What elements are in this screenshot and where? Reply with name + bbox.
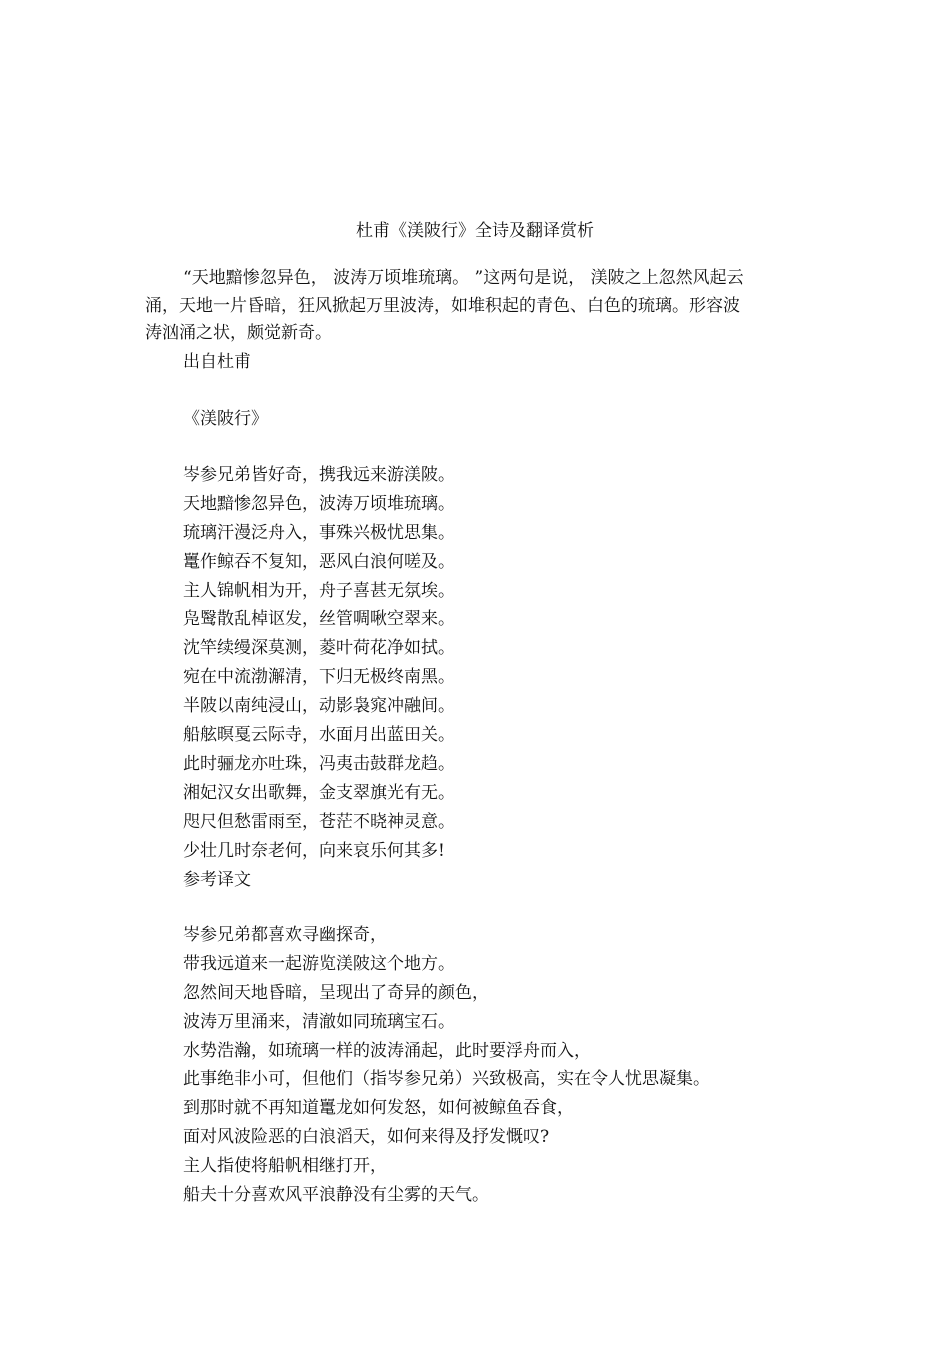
translation-line: 带我远道来一起游览渼陂这个地方。 (183, 953, 455, 974)
translation-line: 忽然间天地昏暗，呈现出了奇异的颜色， (183, 982, 489, 1003)
poem-line: 咫尺但愁雷雨至，苍茫不晓神灵意。 (183, 811, 455, 832)
poem-line: 此时骊龙亦吐珠，冯夷击鼓群龙趋。 (183, 753, 455, 774)
poem-lines (183, 461, 455, 865)
translation-line: 此事绝非小可，但他们（指岑参兄弟）兴致极高，实在令人忧思凝集。 (183, 1069, 710, 1090)
translation-label: 参考译文 (183, 870, 251, 890)
translation-line: 主人指使将船帆相继打开， (183, 1156, 387, 1177)
intro-paragraph (145, 265, 805, 348)
poem-title: 《渼陂行》 (183, 409, 268, 429)
poem-line: 半陂以南纯浸山，动影袅窕冲融间。 (183, 696, 455, 717)
poem-line: 鼍作鲸吞不复知，恶风白浪何嗟及。 (183, 551, 455, 572)
intro-line: 涛汹涌之状，颇觉新奇。 (145, 323, 332, 343)
translation-line: 船夫十分喜欢风平浪静没有尘雾的天气。 (183, 1185, 489, 1206)
translation-line: 水势浩瀚，如琉璃一样的波涛涌起，此时要浮舟而入， (183, 1040, 591, 1061)
translation-line: 到那时就不再知道鼍龙如何发怒，如何被鲸鱼吞食， (183, 1098, 574, 1119)
translation-line: 波涛万里涌来，清澈如同琉璃宝石。 (183, 1011, 455, 1032)
poem-line: 宛在中流渤澥清，下归无极终南黑。 (183, 667, 455, 688)
poem-line: 船舷暝戛云际寺，水面月出蓝田关。 (183, 725, 455, 746)
source-label: 出自杜甫 (183, 352, 251, 372)
translation-line: 岑参兄弟都喜欢寻幽探奇， (183, 925, 387, 945)
translation-lines (183, 921, 710, 1210)
intro-line: 涌，天地一片昏暗，狂风掀起万里波涛，如堆积起的青色、白色的琉璃。形容波 (145, 295, 740, 316)
poem-line: 少壮几时奈老何，向来哀乐何其多! (183, 840, 445, 861)
translation-line: 面对风波险恶的白浪滔天，如何来得及抒发慨叹? (183, 1127, 550, 1148)
document-title: 杜甫《渼陂行》全诗及翻译赏析 (356, 221, 594, 241)
poem-line: 岑参兄弟皆好奇，携我远来游渼陂。 (183, 465, 455, 485)
poem-line: 琉璃汗漫泛舟入，事殊兴极忧思集。 (183, 522, 455, 543)
intro-line: “天地黯惨忽异色， 波涛万顷堆琉璃。 ”这两句是说， 渼陂之上忽然风起云 (183, 268, 744, 288)
poem-line: 沈竿续缦深莫测，菱叶荷花净如拭。 (183, 638, 455, 659)
poem-line: 凫鹥散乱棹讴发，丝管啁啾空翠来。 (183, 609, 455, 630)
poem-line: 湘妃汉女出歌舞，金支翠旗光有无。 (183, 782, 455, 803)
poem-line: 主人锦帆相为开，舟子喜甚无氛埃。 (183, 580, 455, 601)
poem-line: 天地黯惨忽异色，波涛万顷堆琉璃。 (183, 493, 455, 514)
